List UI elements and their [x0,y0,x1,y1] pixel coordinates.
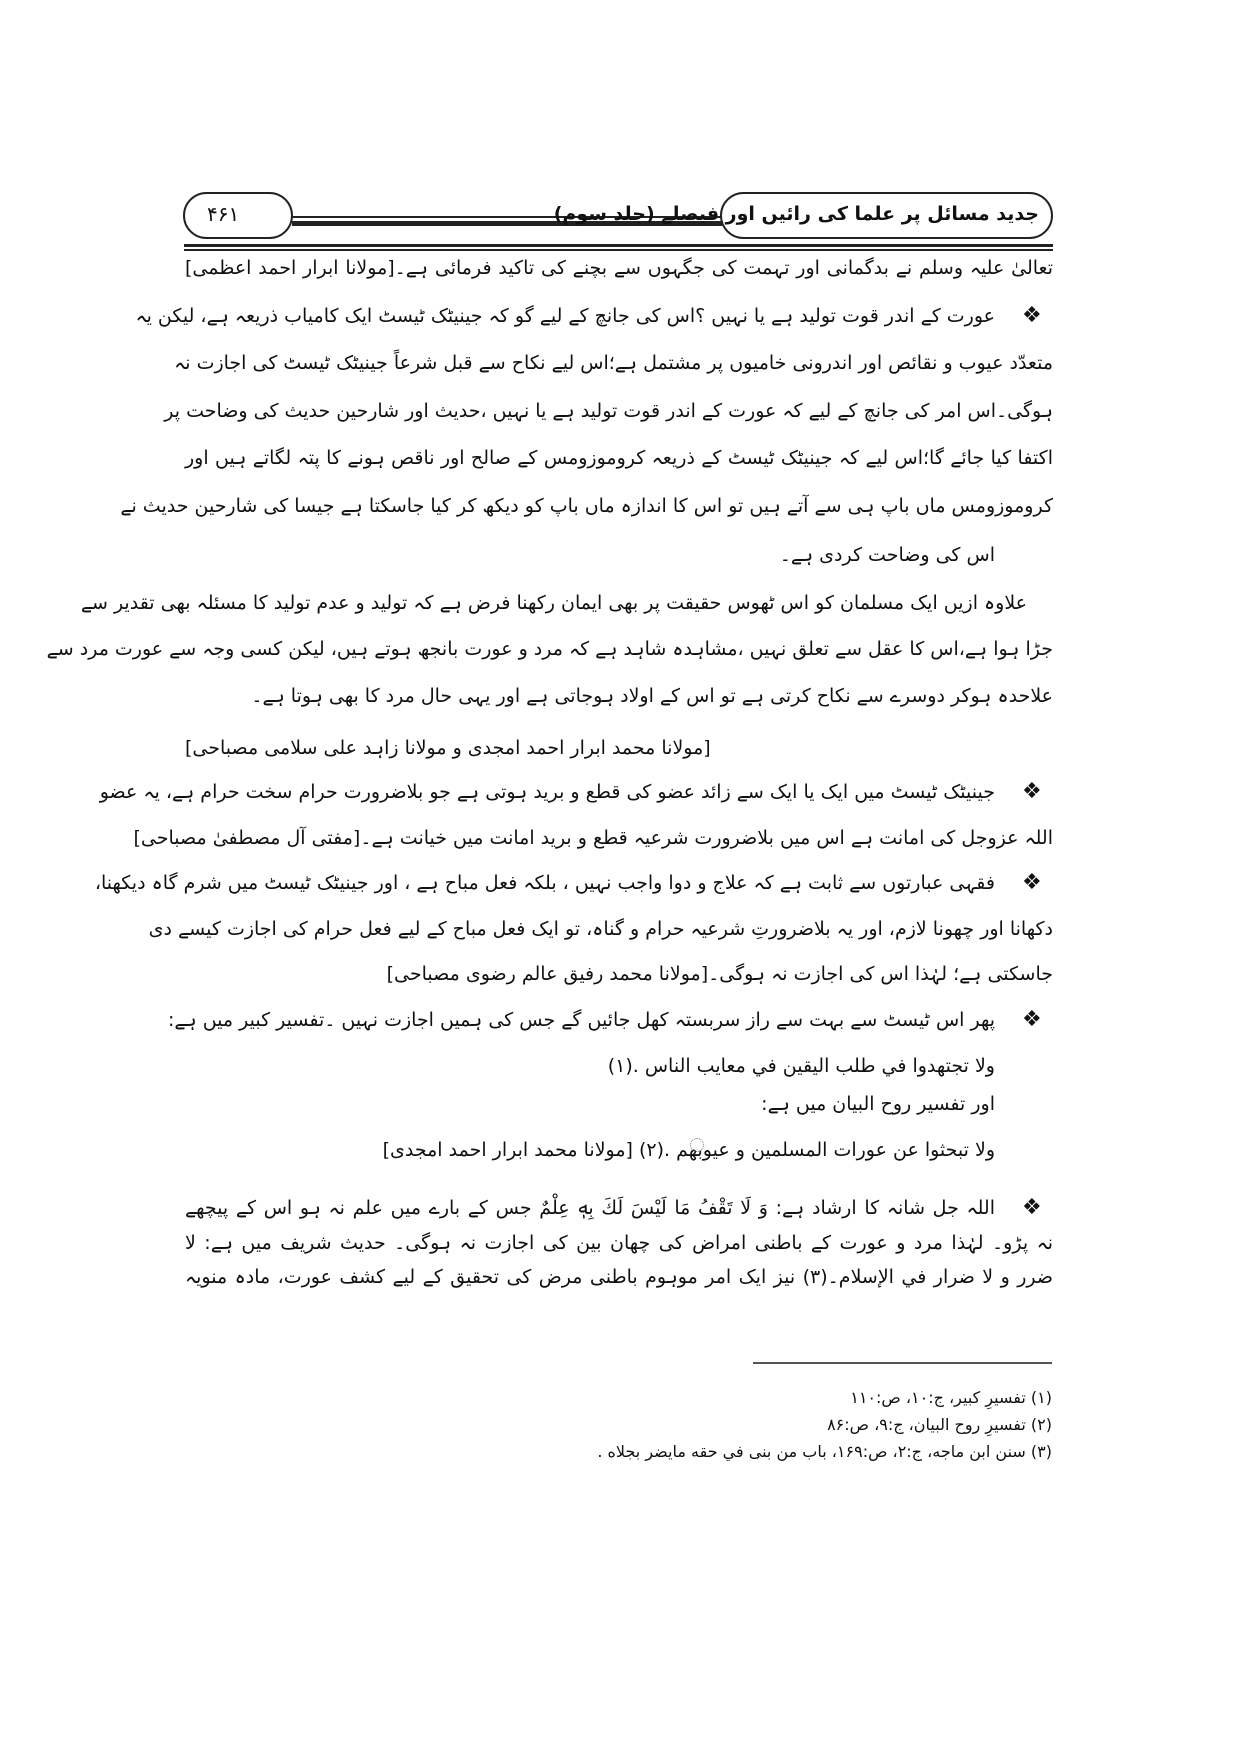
bullet-line: جینیٹک ٹیسٹ میں ایک یا ایک سے زائد عضو کی قطع و برید ہوتی ہے جو بلاضرورت حرام سخت حرام ہے، یہ عضو [99,781,995,803]
bullet-line: اللہ جل شانہ کا ارشاد ہے: وَ لَا تَقْفُ مَا لَيْسَ لَكَ بِهٖ عِلْمٌ جس کے بارے میں علم نہ ہو اس کے پیچھے [185,1197,995,1219]
footnote: (۳) سنن ابن ماجه، ج:۲، ص:۱۶۹، باب من بنى في حقه مايضر بجلاه . [597,1442,1052,1461]
running-title: جدید مسائل پر علما کی رائیں اور فیصلے (جلد سوم) [553,203,1039,225]
text-line: دکھانا اور چھونا لازم، اور یہ بلاضرورتِ شرعیہ حرام و گناہ، تو ایک فعل مباح کے لیے فعل حرام کی اجازت کیسے دی [148,918,1053,940]
text-line: جاسکتی ہے؛ لہٰذا اس کی اجازت نہ ہوگی۔[مولانا محمد رفیق عالم رضوی مصباحی] [386,963,1053,985]
text-line: اس کی وضاحت کردی ہے۔ [779,544,995,566]
footnote-rule [753,1362,1052,1364]
text-line: متعدّد عیوب و نقائص اور اندرونی خامیوں پر مشتمل ہے؛اس لیے نکاح سے قبل شرعاً جینیٹک ٹیسٹ کی اجازت نہ [174,352,1053,374]
text-line: نہ پڑو۔ لہٰذا مرد و عورت کے باطنی امراض کی چھان بین کی اجازت نہ ہوگی۔ حدیث شریف میں ہے: لا [185,1232,1053,1254]
paragraph-line: علاوہ ازیں ایک مسلمان کو اس ٹھوس حقیقت پر بھی ایمان رکھنا فرض ہے کہ تولید و عدم تولید کا مسئلہ بھی تقدیر سے [80,592,1027,614]
diamond-bullet-icon: ❖ [1022,303,1042,328]
attribution: [مولانا محمد ابرار احمد امجدی و مولانا زاہد علی سلامی مصباحی] [185,737,711,759]
bullet-line: پھر اس ٹیسٹ سے بہت سے راز سربستہ کھل جائیں گے جس کی ہمیں اجازت نہیں ۔تفسیر کبیر میں ہے: [168,1009,995,1031]
header-rule [184,249,1053,251]
bullet-line: فقہی عبارتوں سے ثابت ہے کہ علاج و دوا واجب نہیں ، بلکہ فعل مباح ہے ، اور جینیٹک ٹیسٹ میں شرم گاہ دیکھنا، [94,872,995,894]
page-number-box [183,192,293,239]
diamond-bullet-icon: ❖ [1022,1195,1042,1220]
page-number: ۴۶۱ [207,202,240,226]
header-rule [184,244,1053,247]
running-title-box [553,192,1053,239]
text-line: اللہ عزوجل کی امانت ہے اس میں بلاضرورت شرعیہ قطع و برید امانت میں خیانت ہے۔[مفتی آل مصطفیٰ مصباحی] [133,827,1053,849]
arabic-quote: ولا تجتهدوا في طلب اليقين في معايب الناس .(۱) [607,1055,995,1077]
text-line: ضرر و لا ضرار في الإسلام۔(۳) نیز ایک امر موہوم باطنی مرض کی تحقیق کے لیے کشف عورت، مادہ منویہ [185,1266,1054,1288]
footnote: (۱) تفسیرِ کبیر، ج:۱۰، ص:۱۱۰ [850,1388,1052,1407]
diamond-bullet-icon: ❖ [1022,1007,1042,1032]
text-line: جڑا ہوا ہے،اس کا عقل سے تعلق نہیں ،مشاہدہ شاہد ہے کہ مرد و عورت بانجھ ہوتے ہیں، لیکن کسی وجہ سے عورت مرد سے [46,638,1053,660]
text-line: علاحدہ ہوکر دوسرے سے نکاح کرتی ہے تو اس کے اولاد ہوجاتی ہے اور یہی حال مرد کا بھی ہوتا ہے۔ [251,685,1053,707]
text-line: کروموزومس ماں باپ ہی سے آتے ہیں تو اس کا اندازہ ماں باپ کو دیکھ کر کیا جاسکتا ہے جیسا کی شارحین حدیث نے [120,495,1053,517]
footnote: (۲) تفسیرِ روح البیان، ج:۹، ص:۸۶ [827,1415,1052,1434]
text-line: اور تفسیر روح البیان میں ہے: [761,1093,995,1115]
diamond-bullet-icon: ❖ [1022,779,1042,804]
text-line: اکتفا کیا جائے گا؛اس لیے کہ جینیٹک ٹیسٹ کے ذریعہ کروموزومس کے صالح اور ناقص ہونے کا پتہ لگاتے ہیں اور [185,447,1053,469]
text-line: ہوگی۔اس امر کی جانچ کے لیے کہ عورت کے اندر قوت تولید ہے یا نہیں ،حدیث اور شارحین حدیث کی وضاحت پر [164,400,1053,422]
diamond-bullet-icon: ❖ [1022,870,1042,895]
text-line: تعالیٰ علیہ وسلم نے بدگمانی اور تہمت کی جگہوں سے بچنے کی تاکید فرمائی ہے۔[مولانا ابرار احمد اعظمی] [185,257,1053,279]
bullet-line: عورت کے اندر قوت تولید ہے یا نہیں ؟اس کی جانچ کے لیے گو کہ جینیٹک ٹیسٹ ایک کامیاب ذریعہ ہے، لیکن یہ [135,305,995,327]
arabic-quote: ولا تبحثوا عن عورات المسلمين و عيوبهم .(۲) [مولانا محمد ابرار احمد امجدی] [382,1139,995,1161]
ornament-icon [690,1138,704,1152]
